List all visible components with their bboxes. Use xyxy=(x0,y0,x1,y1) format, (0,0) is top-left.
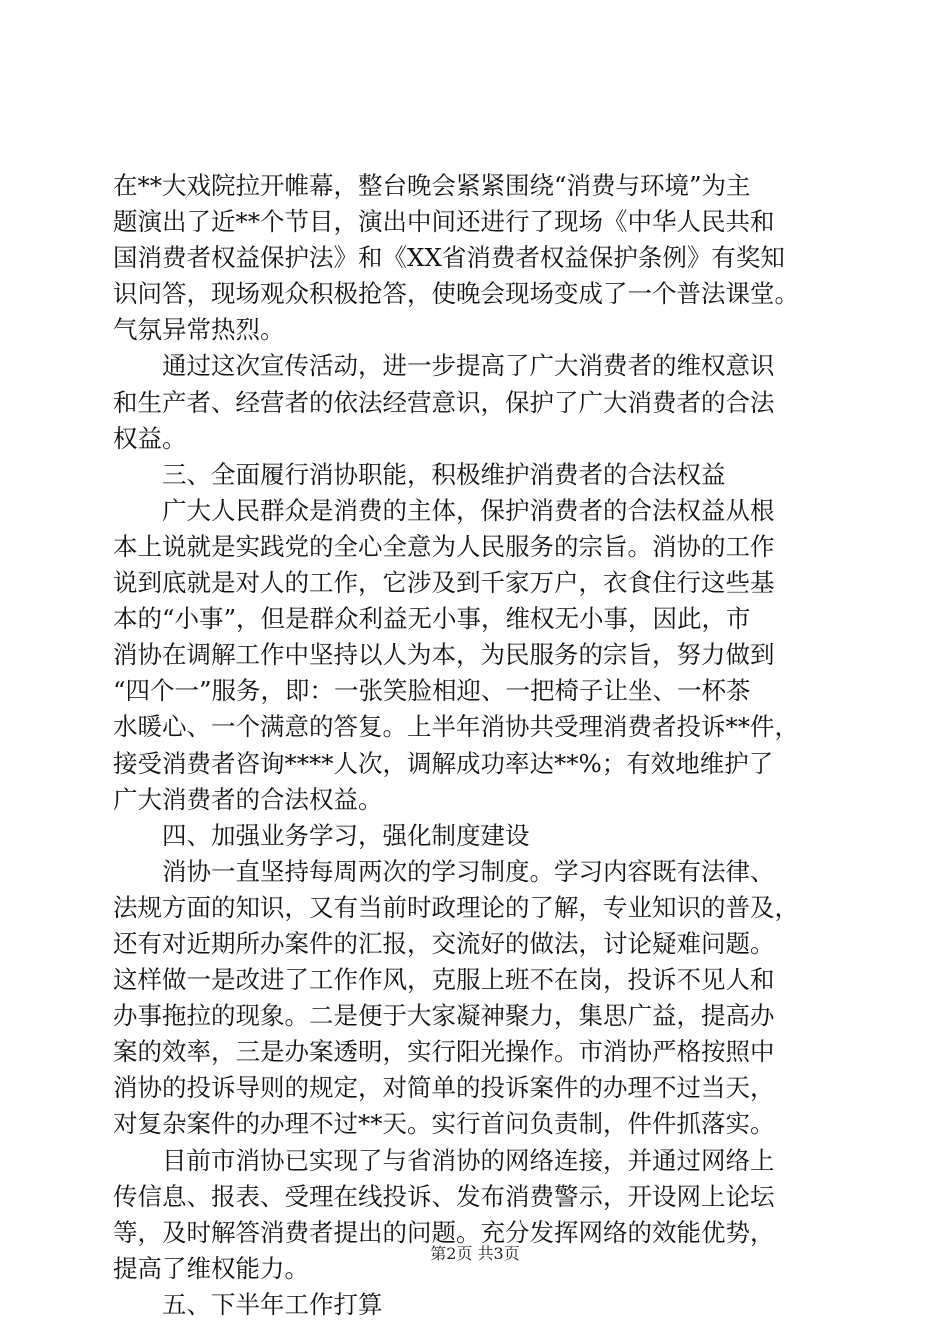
text-line: 办事拖拉的现象。二是便于大家凝神聚力，集思广益，提高办 xyxy=(113,1001,775,1031)
text-line: 题演出了近**个节目，演出中间还进行了现场《中华人民共和 xyxy=(113,207,775,237)
text-line: 在**大戏院拉开帷幕，整台晚会紧紧围绕“消费与环境”为主 xyxy=(113,171,751,200)
text-line: 气氛异常热烈。 xyxy=(113,315,285,345)
text-line: 还有对近期所办案件的汇报，交流好的做法，讨论疑难问题。 xyxy=(113,928,775,958)
text-line: 消协在调解工作中坚持以人为本，为民服务的宗旨，努力做到 xyxy=(113,640,775,670)
paragraph-start-line: 目前市消协已实现了与省消协的网络连接，并通过网络上 xyxy=(162,1145,775,1175)
text-line: 提高了维权能力。 xyxy=(113,1253,309,1283)
text-line: 传信息、报表、受理在线投诉、发布消费警示，开设网上论坛 xyxy=(113,1181,775,1211)
text-line: 说到底就是对人的工作，它涉及到千家万户，衣食住行这些基 xyxy=(113,568,775,598)
text-line: 国消费者权益保护法》和《XX省消费者权益保护条例》有奖知 xyxy=(113,243,785,273)
section-heading: 四、加强业务学习，强化制度建设 xyxy=(162,820,530,850)
text-line: “四个一”服务，即：一张笑脸相迎、一把椅子让坐、一杯茶 xyxy=(113,676,751,706)
text-line: 接受消费者咨询****人次，调解成功率达**%；有效地维护了 xyxy=(113,748,774,778)
paragraph-start-line: 通过这次宣传活动，进一步提高了广大消费者的维权意识 xyxy=(162,351,775,381)
text-line: 案的效率，三是办案透明，实行阳光操作。市消协严格按照中 xyxy=(113,1037,775,1067)
section-heading: 五、下半年工作打算 xyxy=(162,1289,383,1319)
text-line: 等，及时解答消费者提出的问题。充分发挥网络的效能优势， xyxy=(113,1217,775,1247)
text-line: 广大消费者的合法权益。 xyxy=(113,784,383,814)
section-heading: 三、全面履行消协职能，积极维护消费者的合法权益 xyxy=(162,459,726,489)
text-line: 权益。 xyxy=(113,423,187,453)
text-line: 本的“小事”，但是群众利益无小事，维权无小事，因此，市 xyxy=(113,604,751,634)
text-line: 识问答，现场观众积极抢答，使晚会现场变成了一个普法课堂。 xyxy=(113,279,799,309)
text-line: 消协的投诉导则的规定，对简单的投诉案件的办理不过当天， xyxy=(113,1073,775,1103)
page-number-footer: 第2页 共3页 xyxy=(430,1244,520,1263)
text-line: 对复杂案件的办理不过**天。实行首问负责制，件件抓落实。 xyxy=(113,1109,775,1139)
text-line: 和生产者、经营者的依法经营意识，保护了广大消费者的合法 xyxy=(113,387,775,417)
paragraph-start-line: 消协一直坚持每周两次的学习制度。学习内容既有法律、 xyxy=(162,856,775,886)
document-body xyxy=(113,168,858,1323)
text-line: 这样做一是改进了工作作风，克服上班不在岗，投诉不见人和 xyxy=(113,965,775,995)
paragraph-start-line: 广大人民群众是消费的主体，保护消费者的合法权益从根 xyxy=(162,495,775,525)
text-line: 法规方面的知识，又有当前时政理论的了解，专业知识的普及， xyxy=(113,892,799,922)
text-line: 水暖心、一个满意的答复。上半年消协共受理消费者投诉**件， xyxy=(113,712,799,742)
text-line: 本上说就是实践党的全心全意为人民服务的宗旨。消协的工作 xyxy=(113,531,775,561)
